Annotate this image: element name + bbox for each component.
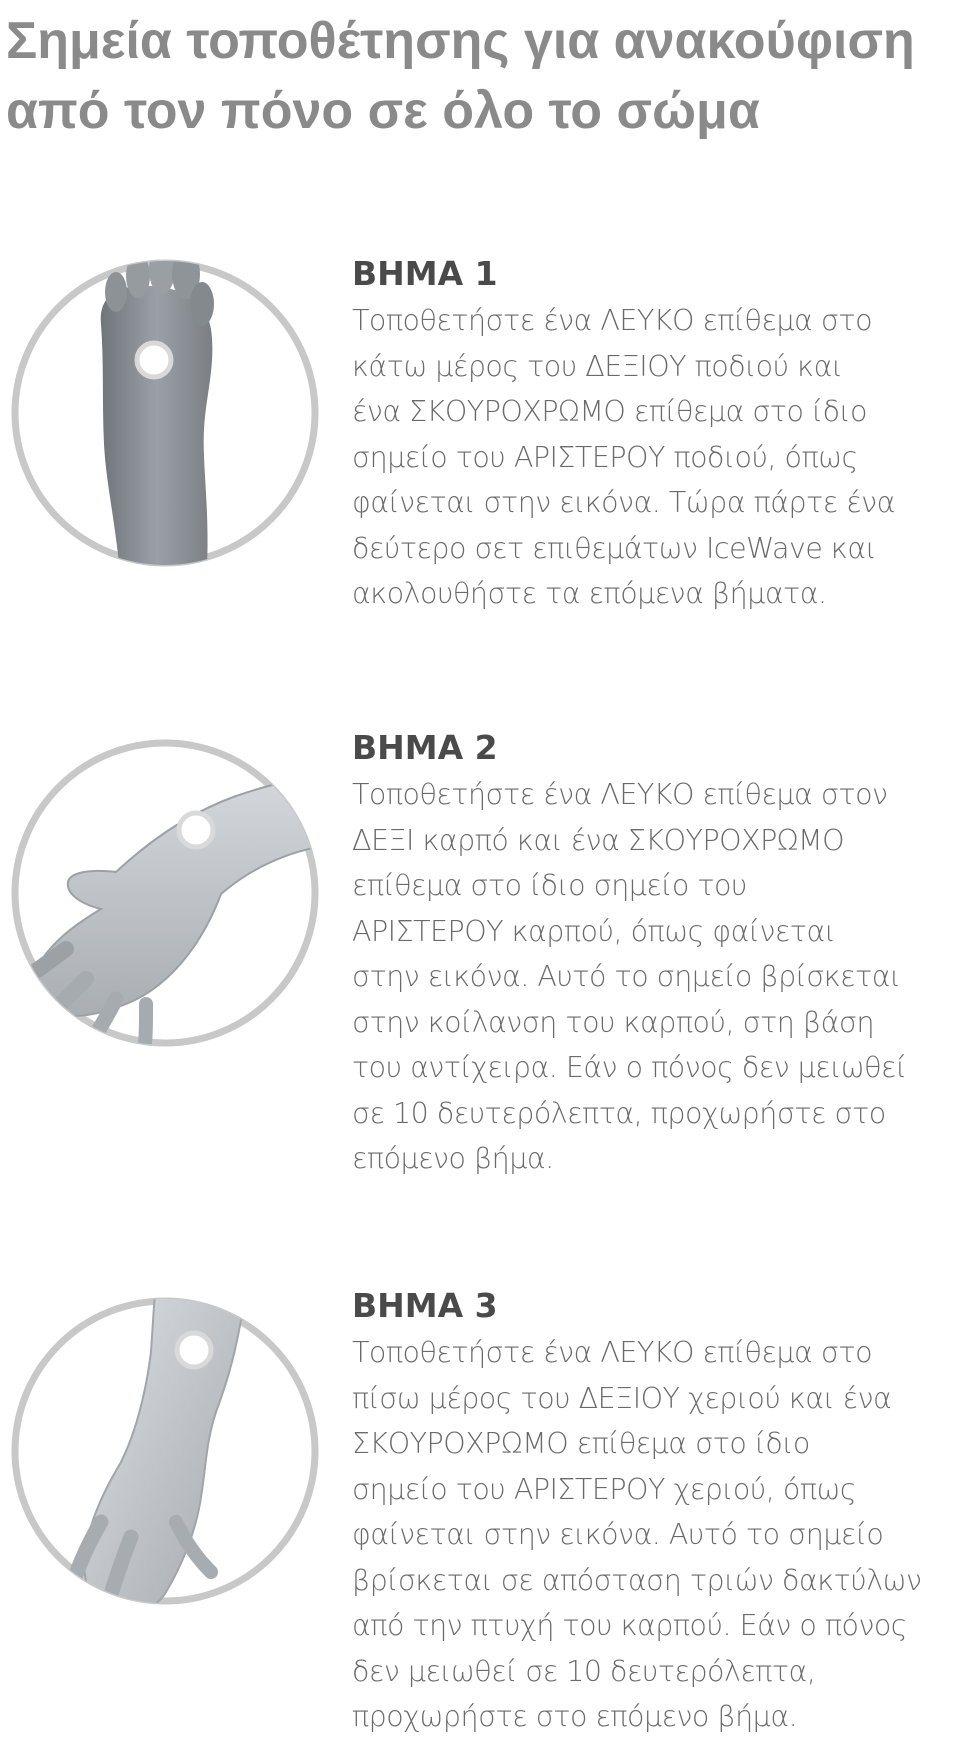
instruction-line: σε 10 δευτερόλεπτα, προχωρήστε στο — [352, 1096, 886, 1130]
step-2-text — [352, 726, 952, 1182]
step-instructions — [352, 298, 952, 617]
instruction-line: του αντίχειρα. Εάν ο πόνος δεν μειωθεί — [352, 1051, 907, 1084]
step-instructions — [352, 772, 952, 1182]
instruction-line: προχωρήστε στο επόμενο βήμα. — [352, 1700, 798, 1733]
page-title — [6, 6, 956, 146]
instruction-line: Τοποθετήστε ένα ΛΕΥΚΟ επίθεμα στο — [352, 304, 873, 337]
instruction-line: ΑΡΙΣΤΕΡΟΥ καρπού, όπως φαίνεται — [352, 914, 836, 948]
instruction-line: ΔΕΞΙ καρπό και ένα ΣΚΟΥΡΟΧΡΩΜΟ — [352, 823, 845, 857]
instruction-line: Τοποθετήστε ένα ΛΕΥΚΟ επίθεμα στο — [352, 1336, 873, 1369]
instruction-line: φαίνεται στην εικόνα. Αυτό το σημείο — [352, 1518, 884, 1551]
page-title-line: από τον πόνο σε όλο το σώμα — [6, 82, 760, 140]
instruction-line: βρίσκεται σε απόσταση τριών δακτύλων — [352, 1563, 922, 1597]
instruction-line: ένα ΣΚΟΥΡΟΧΡΩΜΟ επίθεμα στο ίδιο — [352, 395, 867, 428]
instruction-line: ακολουθήστε τα επόμενα βήματα. — [352, 577, 827, 610]
step-1-text — [352, 252, 952, 617]
step-heading: ΒΗΜΑ 2 — [352, 728, 498, 767]
instruction-line: σημείο του ΑΡΙΣΤΕΡΟΥ ποδιού, όπως — [352, 440, 858, 474]
instruction-line: κάτω μέρος του ΔΕΞΙΟΥ ποδιού και — [352, 349, 843, 383]
instruction-line: από την πτυχή του καρπού. Εάν ο πόνος — [352, 1609, 908, 1642]
instruction-line: επίθεμα στο ίδιο σημείο του — [352, 869, 747, 902]
instruction-line: ΣΚΟΥΡΟΧΡΩΜΟ επίθεμα στο ίδιο — [352, 1427, 810, 1460]
instruction-line: Τοποθετήστε ένα ΛΕΥΚΟ επίθεμα στον — [352, 778, 888, 811]
step-heading: ΒΗΜΑ 3 — [352, 1286, 498, 1325]
instruction-line: πίσω μέρος του ΔΕΞΙΟΥ χεριού και ένα — [352, 1381, 892, 1415]
page-title-line: Σημεία τοποθέτησης για ανακούφιση — [6, 12, 915, 70]
palm-wrist-icon — [6, 734, 324, 1052]
step-instructions — [352, 1330, 952, 1740]
instruction-line: φαίνεται στην εικόνα. Τώρα πάρτε ένα — [352, 486, 895, 519]
instruction-line: δεύτερο σετ επιθεμάτων IceWave και — [352, 531, 877, 565]
instruction-line: επόμενο βήμα. — [352, 1142, 554, 1175]
instruction-line: στην εικόνα. Αυτό το σημείο βρίσκεται — [352, 960, 901, 993]
foot-sole-icon — [6, 254, 324, 572]
instruction-line: σημείο του ΑΡΙΣΤΕΡΟΥ χεριού, όπως — [352, 1472, 857, 1506]
step-3-text — [352, 1284, 952, 1740]
instruction-line: στην κοίλανση του καρπού, στη βάση — [352, 1005, 875, 1039]
instruction-line: δεν μειωθεί σε 10 δευτερόλεπτα, — [352, 1654, 816, 1688]
step-heading: ΒΗΜΑ 1 — [352, 254, 498, 293]
back-of-hand-icon — [6, 1292, 324, 1610]
